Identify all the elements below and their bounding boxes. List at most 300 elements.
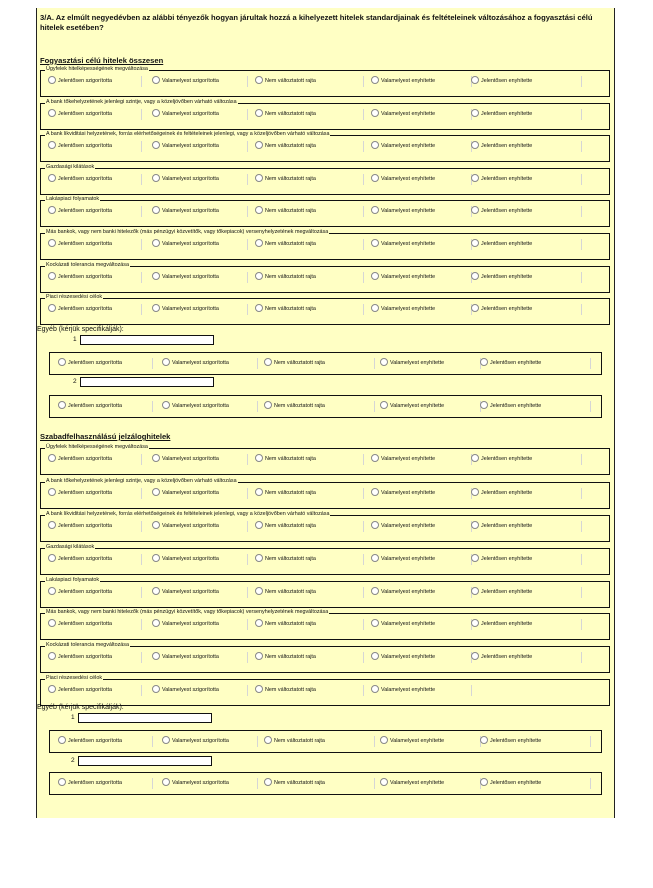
radio-label: Nem változtatott rajta xyxy=(265,490,316,496)
radio-button[interactable] xyxy=(471,174,479,182)
radio-option[interactable] xyxy=(152,239,248,250)
radio-label: Valamelyest enyhítette xyxy=(381,78,436,84)
radio-option[interactable] xyxy=(58,401,153,412)
radio-button[interactable] xyxy=(48,174,56,182)
radio-button[interactable] xyxy=(471,272,479,280)
radio-label: Nem változtatott rajta xyxy=(265,241,316,247)
radio-option[interactable] xyxy=(255,174,364,185)
radio-label: Valamelyest szigorította xyxy=(162,556,219,562)
radio-button[interactable] xyxy=(162,736,170,744)
radio-label: Valamelyest szigorította xyxy=(172,360,229,366)
radio-button[interactable] xyxy=(58,778,66,786)
factor-group xyxy=(40,577,610,608)
radio-button[interactable] xyxy=(371,554,379,562)
radio-button[interactable] xyxy=(255,304,263,312)
radio-option[interactable] xyxy=(264,401,375,412)
radio-button[interactable] xyxy=(380,358,388,366)
radio-button[interactable] xyxy=(471,488,479,496)
radio-option[interactable] xyxy=(371,619,472,630)
radio-button[interactable] xyxy=(371,304,379,312)
radio-label: Valamelyest enyhítette xyxy=(390,780,445,786)
radio-label: Valamelyest enyhítette xyxy=(381,143,436,149)
radio-option[interactable] xyxy=(152,109,248,120)
radio-option[interactable] xyxy=(471,206,582,217)
radio-label: Jelentősen enyhítette xyxy=(481,208,533,214)
radio-label: Jelentősen enyhítette xyxy=(490,780,542,786)
radio-button[interactable] xyxy=(48,109,56,117)
radio-label: Jelentősen szigorította xyxy=(58,143,112,149)
radio-option[interactable] xyxy=(480,401,591,412)
radio-label: Nem változtatott rajta xyxy=(265,143,316,149)
radio-button[interactable] xyxy=(471,76,479,84)
radio-option[interactable] xyxy=(471,488,582,499)
radio-button[interactable] xyxy=(152,554,160,562)
radio-button[interactable] xyxy=(471,206,479,214)
radio-button[interactable] xyxy=(255,76,263,84)
question-text: 3/A. Az elmúlt negyedévben az alábbi tényezők hogyan járultak hozzá a kihelyezett hitelek standardjainak és feltételeinek változásához a fogyasztási célú hitelek esetében? xyxy=(40,13,593,32)
radio-label: Valamelyest szigorította xyxy=(172,738,229,744)
radio-option[interactable] xyxy=(152,141,248,152)
radio-button[interactable] xyxy=(152,206,160,214)
other-specify-input-3[interactable] xyxy=(78,713,212,723)
radio-option[interactable] xyxy=(371,454,472,465)
radio-option[interactable] xyxy=(380,358,481,369)
radio-group xyxy=(41,587,609,598)
factor-group xyxy=(40,229,610,260)
radio-label: Jelentősen enyhítette xyxy=(481,78,533,84)
radio-button[interactable] xyxy=(48,454,56,462)
radio-button[interactable] xyxy=(152,454,160,462)
other-row-number: 2 xyxy=(71,757,75,764)
radio-button[interactable] xyxy=(152,619,160,627)
radio-option[interactable] xyxy=(48,304,142,315)
radio-option[interactable] xyxy=(471,587,582,598)
factor-group xyxy=(40,262,610,293)
radio-button[interactable] xyxy=(152,488,160,496)
radio-label: Jelentősen enyhítette xyxy=(481,654,533,660)
radio-label: Nem változtatott rajta xyxy=(265,687,316,693)
radio-button[interactable] xyxy=(264,736,272,744)
radio-button[interactable] xyxy=(371,272,379,280)
radio-button[interactable] xyxy=(371,488,379,496)
radio-option[interactable] xyxy=(48,488,142,499)
radio-option[interactable] xyxy=(371,206,472,217)
radio-label: Valamelyest enyhítette xyxy=(381,241,436,247)
radio-option[interactable] xyxy=(264,736,375,747)
radio-button[interactable] xyxy=(48,554,56,562)
radio-option[interactable] xyxy=(255,554,364,565)
factor-group xyxy=(40,544,610,575)
radio-label: Jelentősen szigorította xyxy=(58,306,112,312)
radio-button[interactable] xyxy=(264,358,272,366)
radio-group xyxy=(50,736,601,747)
radio-option[interactable] xyxy=(380,778,481,789)
radio-button[interactable] xyxy=(152,109,160,117)
radio-label: Valamelyest enyhítette xyxy=(381,556,436,562)
radio-label: Nem változtatott rajta xyxy=(265,208,316,214)
radio-button[interactable] xyxy=(48,239,56,247)
radio-button[interactable] xyxy=(471,587,479,595)
radio-label: Nem változtatott rajta xyxy=(265,456,316,462)
radio-label: Valamelyest szigorította xyxy=(162,589,219,595)
radio-option[interactable] xyxy=(264,358,375,369)
radio-option[interactable] xyxy=(371,109,472,120)
radio-label: Valamelyest szigorította xyxy=(162,111,219,117)
radio-option[interactable] xyxy=(471,141,582,152)
radio-button[interactable] xyxy=(380,778,388,786)
radio-label: Valamelyest szigorította xyxy=(162,143,219,149)
radio-group xyxy=(41,239,609,250)
radio-option[interactable] xyxy=(255,685,364,696)
radio-button[interactable] xyxy=(152,587,160,595)
radio-option[interactable] xyxy=(48,174,142,185)
radio-button[interactable] xyxy=(48,206,56,214)
radio-option[interactable] xyxy=(255,206,364,217)
radio-label: Valamelyest enyhítette xyxy=(390,360,445,366)
radio-label: Nem változtatott rajta xyxy=(265,111,316,117)
radio-button[interactable] xyxy=(480,401,488,409)
radio-option[interactable] xyxy=(471,76,582,87)
radio-option[interactable] xyxy=(255,652,364,663)
factor-group xyxy=(40,609,610,640)
factor-label: Ügyfelek hitelképességének megváltozása xyxy=(46,66,148,72)
radio-option[interactable] xyxy=(480,358,591,369)
radio-button[interactable] xyxy=(152,174,160,182)
radio-option[interactable] xyxy=(371,272,472,283)
radio-label: Valamelyest szigorította xyxy=(162,241,219,247)
radio-button[interactable] xyxy=(480,778,488,786)
radio-button[interactable] xyxy=(380,401,388,409)
radio-option[interactable] xyxy=(471,652,582,663)
factor-label: Gazdasági kilátások xyxy=(46,164,95,170)
radio-button[interactable] xyxy=(48,304,56,312)
radio-button[interactable] xyxy=(471,619,479,627)
factor-group xyxy=(40,294,610,325)
radio-option[interactable] xyxy=(48,141,142,152)
radio-button[interactable] xyxy=(255,652,263,660)
radio-label: Nem változtatott rajta xyxy=(265,274,316,280)
factor-label: Lakáspiaci folyamatok xyxy=(46,577,100,583)
radio-option[interactable] xyxy=(255,587,364,598)
radio-option[interactable] xyxy=(152,272,248,283)
radio-option[interactable] xyxy=(48,587,142,598)
radio-option[interactable] xyxy=(152,587,248,598)
radio-option[interactable] xyxy=(471,109,582,120)
radio-label: Valamelyest szigorította xyxy=(162,78,219,84)
radio-label: Valamelyest szigorította xyxy=(162,456,219,462)
radio-option[interactable] xyxy=(48,521,142,532)
radio-label: Jelentősen enyhítette xyxy=(481,274,533,280)
radio-button[interactable] xyxy=(471,141,479,149)
radio-label: Nem változtatott rajta xyxy=(265,176,316,182)
radio-option[interactable] xyxy=(48,454,142,465)
radio-button[interactable] xyxy=(48,652,56,660)
radio-option[interactable] xyxy=(255,272,364,283)
radio-button[interactable] xyxy=(152,685,160,693)
radio-label: Jelentősen szigorította xyxy=(58,274,112,280)
radio-option[interactable] xyxy=(371,587,472,598)
radio-button[interactable] xyxy=(152,272,160,280)
radio-option[interactable] xyxy=(371,174,472,185)
other-row-4-options xyxy=(49,772,602,795)
radio-option[interactable] xyxy=(162,358,258,369)
radio-option[interactable] xyxy=(152,488,248,499)
radio-button[interactable] xyxy=(152,521,160,529)
radio-button[interactable] xyxy=(255,206,263,214)
radio-label: Jelentősen enyhítette xyxy=(490,738,542,744)
radio-label: Valamelyest szigorította xyxy=(162,306,219,312)
factor-label: Más bankok, vagy nem banki hitelezők (más pénzügyi közvetítők, vagy tőkepiacok) versenyhelyzetének megváltozása xyxy=(46,229,329,235)
radio-button[interactable] xyxy=(58,358,66,366)
radio-button[interactable] xyxy=(371,619,379,627)
radio-option[interactable] xyxy=(371,239,472,250)
radio-label: Nem változtatott rajta xyxy=(265,621,316,627)
radio-group xyxy=(41,272,609,283)
radio-button[interactable] xyxy=(471,304,479,312)
radio-button[interactable] xyxy=(162,401,170,409)
radio-button[interactable] xyxy=(264,401,272,409)
radio-button[interactable] xyxy=(152,304,160,312)
radio-option[interactable] xyxy=(471,174,582,185)
radio-label: Nem változtatott rajta xyxy=(265,306,316,312)
factor-label: Piaci részesedési célok xyxy=(46,675,103,681)
radio-button[interactable] xyxy=(471,454,479,462)
other-row-3-options xyxy=(49,730,602,753)
radio-button[interactable] xyxy=(371,109,379,117)
radio-option[interactable] xyxy=(480,778,591,789)
radio-group xyxy=(41,554,609,565)
radio-label: Valamelyest szigorította xyxy=(162,274,219,280)
radio-button[interactable] xyxy=(255,272,263,280)
radio-button[interactable] xyxy=(264,778,272,786)
radio-button[interactable] xyxy=(48,685,56,693)
radio-option[interactable] xyxy=(471,521,582,532)
radio-group xyxy=(41,454,609,465)
radio-button[interactable] xyxy=(48,141,56,149)
radio-label: Valamelyest enyhítette xyxy=(381,654,436,660)
radio-label: Nem változtatott rajta xyxy=(274,780,325,786)
radio-option[interactable] xyxy=(48,554,142,565)
radio-label: Jelentősen enyhítette xyxy=(481,523,533,529)
radio-option[interactable] xyxy=(380,401,481,412)
radio-option[interactable] xyxy=(152,304,248,315)
radio-button[interactable] xyxy=(255,109,263,117)
radio-option[interactable] xyxy=(48,652,142,663)
radio-label: Valamelyest szigorította xyxy=(172,403,229,409)
radio-button[interactable] xyxy=(48,488,56,496)
radio-button[interactable] xyxy=(48,587,56,595)
questionnaire-page xyxy=(36,8,615,818)
radio-button[interactable] xyxy=(371,76,379,84)
radio-label: Jelentősen szigorította xyxy=(58,111,112,117)
radio-label: Valamelyest enyhítette xyxy=(381,274,436,280)
radio-label: Jelentősen szigorította xyxy=(58,241,112,247)
radio-button[interactable] xyxy=(471,239,479,247)
radio-button[interactable] xyxy=(371,206,379,214)
radio-label: Valamelyest szigorította xyxy=(162,621,219,627)
radio-option[interactable] xyxy=(471,454,582,465)
radio-option[interactable] xyxy=(152,521,248,532)
radio-option[interactable] xyxy=(48,239,142,250)
factor-group xyxy=(40,131,610,162)
radio-button[interactable] xyxy=(480,358,488,366)
factor-label: Ügyfelek hitelképességének megváltozása xyxy=(46,444,148,450)
radio-button[interactable] xyxy=(152,652,160,660)
radio-button[interactable] xyxy=(480,736,488,744)
radio-label: Valamelyest enyhítette xyxy=(390,403,445,409)
radio-button[interactable] xyxy=(471,521,479,529)
radio-button[interactable] xyxy=(371,652,379,660)
radio-button[interactable] xyxy=(255,619,263,627)
radio-option[interactable] xyxy=(152,685,248,696)
radio-label: Jelentősen szigorította xyxy=(68,403,122,409)
radio-button[interactable] xyxy=(371,521,379,529)
radio-option[interactable] xyxy=(371,141,472,152)
radio-option[interactable] xyxy=(48,109,142,120)
radio-button[interactable] xyxy=(58,401,66,409)
radio-label: Valamelyest szigorította xyxy=(162,490,219,496)
radio-option[interactable] xyxy=(371,488,472,499)
radio-option[interactable] xyxy=(48,619,142,630)
radio-option[interactable] xyxy=(152,619,248,630)
radio-option[interactable] xyxy=(471,272,582,283)
radio-button[interactable] xyxy=(255,174,263,182)
radio-option[interactable] xyxy=(255,141,364,152)
radio-option[interactable] xyxy=(152,554,248,565)
radio-option[interactable] xyxy=(58,358,153,369)
radio-option[interactable] xyxy=(255,454,364,465)
radio-option[interactable] xyxy=(471,554,582,565)
radio-option[interactable] xyxy=(480,736,591,747)
radio-option[interactable] xyxy=(371,76,472,87)
radio-option[interactable] xyxy=(471,239,582,250)
radio-label: Jelentősen enyhítette xyxy=(481,111,533,117)
radio-button[interactable] xyxy=(162,778,170,786)
factor-label: Kockázati tolerancia megváltozása xyxy=(46,642,129,648)
radio-option[interactable] xyxy=(152,206,248,217)
radio-label: Jelentősen enyhítette xyxy=(481,456,533,462)
radio-button[interactable] xyxy=(371,141,379,149)
radio-group xyxy=(41,206,609,217)
other-specify-input-2[interactable] xyxy=(80,377,214,387)
radio-label: Jelentősen szigorította xyxy=(58,490,112,496)
radio-option[interactable] xyxy=(380,736,481,747)
other-row-2-options xyxy=(49,395,602,418)
radio-button[interactable] xyxy=(371,685,379,693)
radio-option[interactable] xyxy=(162,401,258,412)
radio-option[interactable] xyxy=(48,685,142,696)
radio-option[interactable] xyxy=(48,76,142,87)
radio-option[interactable] xyxy=(255,239,364,250)
radio-option[interactable] xyxy=(471,619,582,630)
factor-label: Lakáspiaci folyamatok xyxy=(46,196,100,202)
radio-label: Valamelyest enyhítette xyxy=(381,306,436,312)
radio-button[interactable] xyxy=(255,685,263,693)
radio-option[interactable] xyxy=(58,778,153,789)
radio-button[interactable] xyxy=(471,652,479,660)
radio-button[interactable] xyxy=(255,554,263,562)
radio-button[interactable] xyxy=(152,76,160,84)
factor-label: Piaci részesedési célok xyxy=(46,294,103,300)
radio-button[interactable] xyxy=(255,239,263,247)
radio-label: Jelentősen szigorította xyxy=(58,208,112,214)
radio-option[interactable] xyxy=(264,778,375,789)
radio-button[interactable] xyxy=(48,619,56,627)
radio-label: Jelentősen enyhítette xyxy=(490,360,542,366)
radio-button[interactable] xyxy=(152,141,160,149)
radio-button[interactable] xyxy=(471,554,479,562)
radio-button[interactable] xyxy=(255,488,263,496)
radio-option[interactable] xyxy=(48,206,142,217)
factor-group xyxy=(40,444,610,475)
radio-button[interactable] xyxy=(371,239,379,247)
radio-option[interactable] xyxy=(152,454,248,465)
factor-label: A bank likviditási helyzetének, forrás elérhetőségeinek és feltételeinek jelenlegi, vagy a közeljövőben várható változása xyxy=(46,511,330,517)
other-specify-input-1[interactable] xyxy=(80,335,214,345)
radio-button[interactable] xyxy=(255,521,263,529)
radio-option[interactable] xyxy=(255,619,364,630)
radio-button[interactable] xyxy=(48,521,56,529)
radio-option[interactable] xyxy=(152,174,248,185)
radio-button[interactable] xyxy=(162,358,170,366)
radio-button[interactable] xyxy=(380,736,388,744)
radio-option[interactable] xyxy=(371,554,472,565)
radio-option[interactable] xyxy=(255,76,364,87)
radio-option[interactable] xyxy=(152,652,248,663)
radio-option[interactable] xyxy=(371,304,472,315)
radio-option[interactable] xyxy=(255,304,364,315)
radio-group xyxy=(50,778,601,789)
radio-option[interactable] xyxy=(162,736,258,747)
radio-label: Valamelyest szigorította xyxy=(162,687,219,693)
radio-option[interactable] xyxy=(255,109,364,120)
radio-button[interactable] xyxy=(152,239,160,247)
radio-option[interactable] xyxy=(371,521,472,532)
radio-option[interactable] xyxy=(48,272,142,283)
radio-label: Nem változtatott rajta xyxy=(274,738,325,744)
radio-button[interactable] xyxy=(371,587,379,595)
radio-option[interactable] xyxy=(371,685,472,696)
radio-label: Jelentősen enyhítette xyxy=(481,143,533,149)
radio-option[interactable] xyxy=(371,652,472,663)
other-specify-input-4[interactable] xyxy=(78,756,212,766)
radio-button[interactable] xyxy=(48,76,56,84)
radio-group xyxy=(41,685,609,696)
radio-label: Valamelyest szigorította xyxy=(162,654,219,660)
radio-option[interactable] xyxy=(471,304,582,315)
radio-option[interactable] xyxy=(255,488,364,499)
radio-button[interactable] xyxy=(371,454,379,462)
radio-button[interactable] xyxy=(255,587,263,595)
radio-option[interactable] xyxy=(255,521,364,532)
section-title-szabadfelhasznalasu: Szabadfelhasználású jelzáloghitelek xyxy=(40,432,171,441)
radio-option[interactable] xyxy=(58,736,153,747)
radio-label: Jelentősen szigorította xyxy=(58,176,112,182)
radio-button[interactable] xyxy=(48,272,56,280)
radio-button[interactable] xyxy=(471,109,479,117)
radio-button[interactable] xyxy=(371,174,379,182)
section-title-fogyasztasi: Fogyasztási célú hitelek összesen xyxy=(40,56,164,65)
other-label: Egyéb (kérjük specifikálják): xyxy=(37,326,124,333)
radio-option[interactable] xyxy=(152,76,248,87)
radio-button[interactable] xyxy=(255,141,263,149)
radio-label: Valamelyest enyhítette xyxy=(381,589,436,595)
radio-button[interactable] xyxy=(255,454,263,462)
radio-option[interactable] xyxy=(162,778,258,789)
radio-button[interactable] xyxy=(58,736,66,744)
radio-label: Jelentősen szigorította xyxy=(58,589,112,595)
radio-group xyxy=(41,76,609,87)
